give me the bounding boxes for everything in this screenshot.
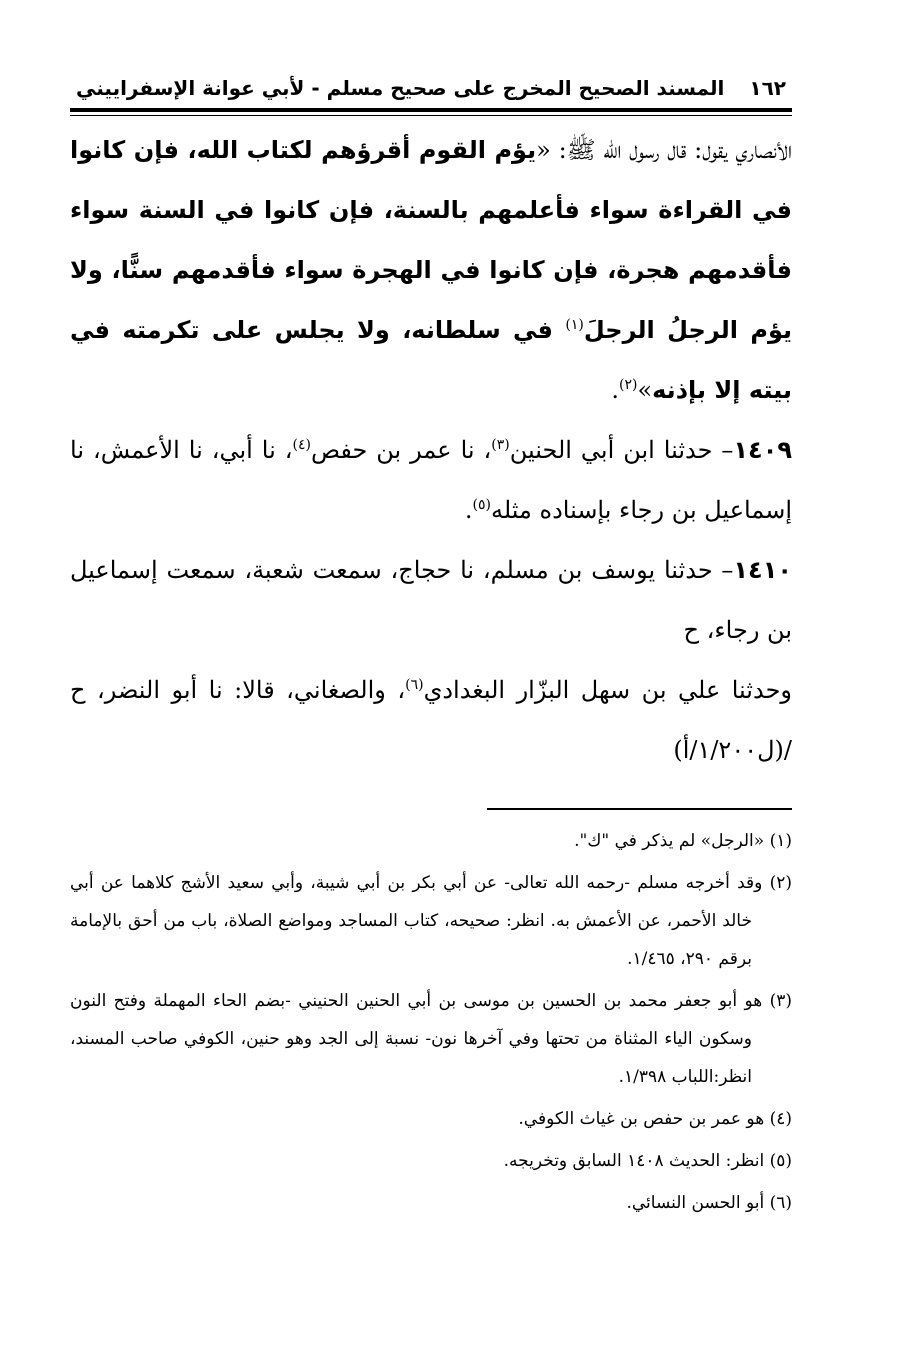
footnote-6: (٦) أبو الحسن النسائي. — [626, 1193, 792, 1213]
footnote-1: (١) «الرجل» لم يذكر في "ك". — [574, 831, 792, 851]
footnote-ref-6[interactable]: (٦) — [405, 677, 424, 693]
hadith-paragraph: الأنصاري يقول: قال رسول الله ﷺ: «يؤم القوم أقرؤهم لكتاب الله، فإن كانوا في القراءة سواء فأعلمهم بالسنة، فإن كانوا في السنة سواء فأقدمهم هجرة، فإن كانوا في الهجرة سواء فأقدمهم سنًّا، ولا يؤم الرجلُ الرجلَ$^{(١)}$ في سلطانه، ولا يجلس على تكرمته في بيته إلا بإذنه»$^{(٢)}$. — [70, 136, 793, 404]
footnote-3: (٣) هو أبو جعفر محمد بن الحسين بن موسى بن أبي الحنين الحنيني -بضم الحاء المهملة وفتح النون وسكون الياء المثناة من تحتها وفي آخرها نون- نسبة إلى الجد وهو حنين، الكوفي صاحب المسند، انظر:اللباب ١/٣٩٨. — [70, 991, 792, 1087]
header-rule-thin — [70, 115, 792, 116]
book-title: المسند الصحيح المخرج على صحيح مسلم - لأبي عوانة الإسفراييني — [76, 76, 725, 100]
running-header — [70, 70, 792, 106]
footnote-5: (٥) انظر: الحديث ١٤٠٨ السابق وتخريجه. — [503, 1151, 792, 1171]
footnote-ref-5[interactable]: (٥) — [472, 497, 491, 513]
footnote-4: (٤) هو عمر بن حفص بن غياث الكوفي. — [518, 1109, 792, 1129]
hadith-number: ١٤١٠ — [733, 556, 792, 584]
footnote-2: (٢) وقد أخرجه مسلم -رحمه الله تعالى- عن أبي بكر بن أبي شيبة، وأبي سعيد الأشج كلاهما عن أبي خالد الأحمر، عن الأعمش به. انظر: صحيحه، كتاب المساجد ومواضع الصلاة، باب من أحق بالإمامة برقم ٢٩٠، ١/٤٦٥. — [70, 873, 792, 969]
footnote-ref-4[interactable]: (٤) — [292, 437, 311, 453]
footnote-separator — [487, 808, 792, 810]
footnote-ref-1[interactable]: (١) — [565, 317, 584, 333]
hadith-1410: ١٤١٠– حدثنا يوسف بن مسلم، نا حجاج، سمعت شعبة، سمعت إسماعيل بن رجاء، ح — [70, 556, 792, 644]
hadith-1409: ١٤٠٩– حدثنا ابن أبي الحنين$^{(٣)}$، نا عمر بن حفص$^{(٤)}$، نا أبي، نا الأعمش، نا إسماعيل بن رجاء بإسناده مثله$^{(٥)}$. — [70, 436, 792, 524]
document-page — [70, 70, 792, 1340]
header-rule-thick — [70, 108, 792, 112]
footnote-ref-3[interactable]: (٣) — [491, 437, 510, 453]
footnotes — [70, 822, 792, 1222]
hadith-matn: يؤم القوم أقرؤهم لكتاب الله، فإن كانوا في القراءة سواء فأعلمهم بالسنة، فإن كانوا في السنة سواء فأقدمهم هجرة، فإن كانوا في الهجرة سواء فأقدمهم سنًّا، ولا يؤم الرجلُ الرجلَ — [70, 136, 792, 344]
isnad-paragraph: وحدثنا علي بن سهل البزّار البغدادي$^{(٦)}$، والصغاني، قالا: نا أبو النضر، ح /(ل١/٢٠٠/أ) — [70, 676, 792, 764]
footnote-ref-2[interactable]: (٢) — [618, 377, 638, 393]
main-text — [70, 120, 792, 780]
page-number: ١٦٢ — [749, 76, 786, 100]
hadith-number: ١٤٠٩ — [733, 436, 792, 464]
